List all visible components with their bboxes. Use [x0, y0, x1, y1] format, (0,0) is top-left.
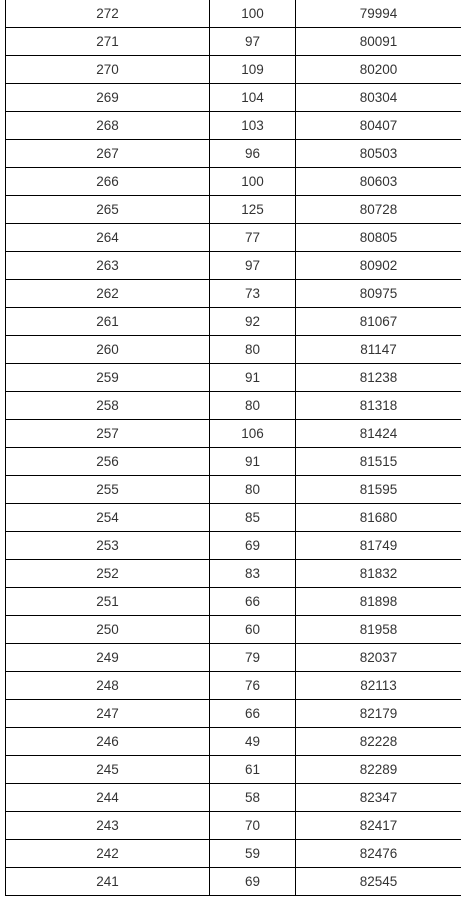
score-cell: 263 [6, 252, 210, 280]
score-cell: 250 [6, 616, 210, 644]
table-row [6, 560, 462, 588]
table-row [6, 84, 462, 112]
score-cell: 251 [6, 588, 210, 616]
cumulative-cell: 80805 [296, 224, 462, 252]
table-row [6, 672, 462, 700]
count-cell: 109 [210, 56, 296, 84]
count-cell: 76 [210, 672, 296, 700]
count-cell: 61 [210, 756, 296, 784]
table-row [6, 112, 462, 140]
table-row [6, 280, 462, 308]
table-row [6, 756, 462, 784]
cumulative-cell: 81749 [296, 532, 462, 560]
cumulative-cell: 80603 [296, 168, 462, 196]
count-cell: 100 [210, 0, 296, 28]
count-cell: 80 [210, 476, 296, 504]
cumulative-cell: 80902 [296, 252, 462, 280]
score-cell: 270 [6, 56, 210, 84]
count-cell: 103 [210, 112, 296, 140]
count-cell: 49 [210, 728, 296, 756]
count-cell: 80 [210, 336, 296, 364]
count-cell: 100 [210, 168, 296, 196]
count-cell: 83 [210, 560, 296, 588]
score-cell: 262 [6, 280, 210, 308]
table-row [6, 0, 462, 28]
count-cell: 70 [210, 812, 296, 840]
count-cell: 125 [210, 196, 296, 224]
score-cell: 260 [6, 336, 210, 364]
score-cell: 248 [6, 672, 210, 700]
score-cell: 271 [6, 28, 210, 56]
table-row [6, 308, 462, 336]
cumulative-cell: 82545 [296, 868, 462, 896]
cumulative-cell: 79994 [296, 0, 462, 28]
count-cell: 91 [210, 448, 296, 476]
table-row [6, 700, 462, 728]
table-row [6, 392, 462, 420]
cumulative-cell: 80200 [296, 56, 462, 84]
table-row [6, 588, 462, 616]
table-row [6, 532, 462, 560]
cumulative-cell: 81832 [296, 560, 462, 588]
table-row [6, 196, 462, 224]
score-cell: 252 [6, 560, 210, 588]
score-cell: 247 [6, 700, 210, 728]
cumulative-cell: 80503 [296, 140, 462, 168]
count-cell: 97 [210, 28, 296, 56]
score-cell: 249 [6, 644, 210, 672]
count-cell: 106 [210, 420, 296, 448]
score-cell: 266 [6, 168, 210, 196]
table-row [6, 420, 462, 448]
table-row [6, 616, 462, 644]
cumulative-cell: 82417 [296, 812, 462, 840]
score-cell: 269 [6, 84, 210, 112]
score-cell: 258 [6, 392, 210, 420]
table-row [6, 840, 462, 868]
table-row [6, 364, 462, 392]
count-cell: 77 [210, 224, 296, 252]
cumulative-cell: 80091 [296, 28, 462, 56]
score-cell: 267 [6, 140, 210, 168]
table-row [6, 448, 462, 476]
table-row [6, 784, 462, 812]
count-cell: 96 [210, 140, 296, 168]
count-cell: 58 [210, 784, 296, 812]
cumulative-cell: 81680 [296, 504, 462, 532]
cumulative-cell: 82347 [296, 784, 462, 812]
table-row [6, 224, 462, 252]
cumulative-cell: 82037 [296, 644, 462, 672]
score-distribution-table [5, 0, 461, 896]
table-row [6, 28, 462, 56]
count-cell: 66 [210, 700, 296, 728]
cumulative-cell: 81067 [296, 308, 462, 336]
cumulative-cell: 81515 [296, 448, 462, 476]
cumulative-cell: 81595 [296, 476, 462, 504]
score-cell: 256 [6, 448, 210, 476]
count-cell: 104 [210, 84, 296, 112]
count-cell: 80 [210, 392, 296, 420]
score-cell: 272 [6, 0, 210, 28]
score-cell: 243 [6, 812, 210, 840]
score-cell: 268 [6, 112, 210, 140]
cumulative-cell: 80975 [296, 280, 462, 308]
score-cell: 261 [6, 308, 210, 336]
table-body [6, 0, 462, 896]
score-cell: 264 [6, 224, 210, 252]
cumulative-cell: 82476 [296, 840, 462, 868]
score-cell: 246 [6, 728, 210, 756]
score-cell: 255 [6, 476, 210, 504]
cumulative-cell: 80304 [296, 84, 462, 112]
cumulative-cell: 82289 [296, 756, 462, 784]
count-cell: 66 [210, 588, 296, 616]
count-cell: 69 [210, 868, 296, 896]
cumulative-cell: 81238 [296, 364, 462, 392]
score-table-container [5, 0, 461, 898]
count-cell: 97 [210, 252, 296, 280]
count-cell: 85 [210, 504, 296, 532]
count-cell: 69 [210, 532, 296, 560]
table-row [6, 504, 462, 532]
cumulative-cell: 82179 [296, 700, 462, 728]
score-cell: 245 [6, 756, 210, 784]
table-row [6, 728, 462, 756]
cumulative-cell: 81147 [296, 336, 462, 364]
count-cell: 73 [210, 280, 296, 308]
score-cell: 244 [6, 784, 210, 812]
table-row [6, 336, 462, 364]
cumulative-cell: 81958 [296, 616, 462, 644]
count-cell: 60 [210, 616, 296, 644]
cumulative-cell: 82228 [296, 728, 462, 756]
table-row [6, 644, 462, 672]
table-row [6, 868, 462, 896]
score-cell: 257 [6, 420, 210, 448]
count-cell: 92 [210, 308, 296, 336]
count-cell: 59 [210, 840, 296, 868]
cumulative-cell: 80728 [296, 196, 462, 224]
cumulative-cell: 81898 [296, 588, 462, 616]
score-cell: 265 [6, 196, 210, 224]
count-cell: 91 [210, 364, 296, 392]
cumulative-cell: 82113 [296, 672, 462, 700]
table-row [6, 140, 462, 168]
cumulative-cell: 81318 [296, 392, 462, 420]
cumulative-cell: 80407 [296, 112, 462, 140]
table-row [6, 252, 462, 280]
table-row [6, 168, 462, 196]
table-row [6, 812, 462, 840]
score-cell: 253 [6, 532, 210, 560]
score-cell: 242 [6, 840, 210, 868]
score-cell: 241 [6, 868, 210, 896]
count-cell: 79 [210, 644, 296, 672]
table-row [6, 56, 462, 84]
score-cell: 254 [6, 504, 210, 532]
table-row [6, 476, 462, 504]
score-cell: 259 [6, 364, 210, 392]
cumulative-cell: 81424 [296, 420, 462, 448]
